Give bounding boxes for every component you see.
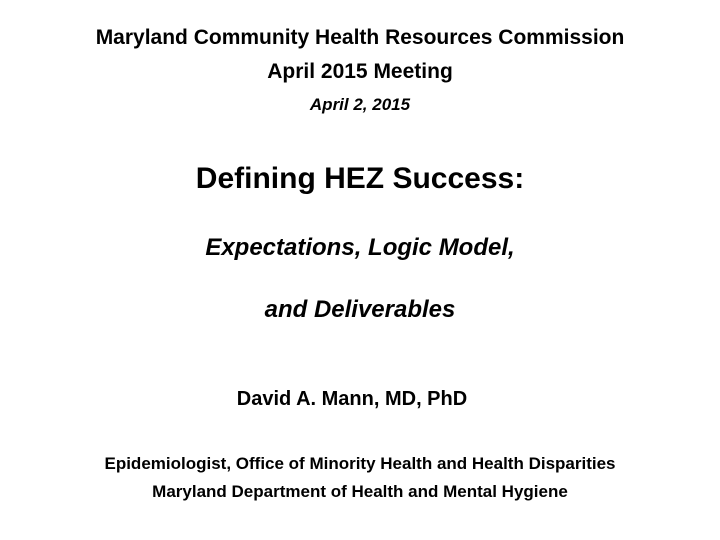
presenter-name: David A. Mann, MD, PhD (236, 388, 468, 410)
subtitle-line-2: and Deliverables (264, 296, 456, 323)
slide-title: Defining HEZ Success: (195, 162, 525, 195)
meeting-heading: April 2015 Meeting (267, 60, 453, 83)
presenter-role: Epidemiologist, Office of Minority Health and Health Disparities (104, 454, 616, 473)
subtitle-line-1: Expectations, Logic Model, (205, 234, 515, 261)
presenter-department: Maryland Department of Health and Mental Hygiene (152, 482, 568, 501)
meeting-date: April 2, 2015 (309, 95, 411, 114)
organization-heading: Maryland Community Health Resources Commission (95, 26, 625, 49)
